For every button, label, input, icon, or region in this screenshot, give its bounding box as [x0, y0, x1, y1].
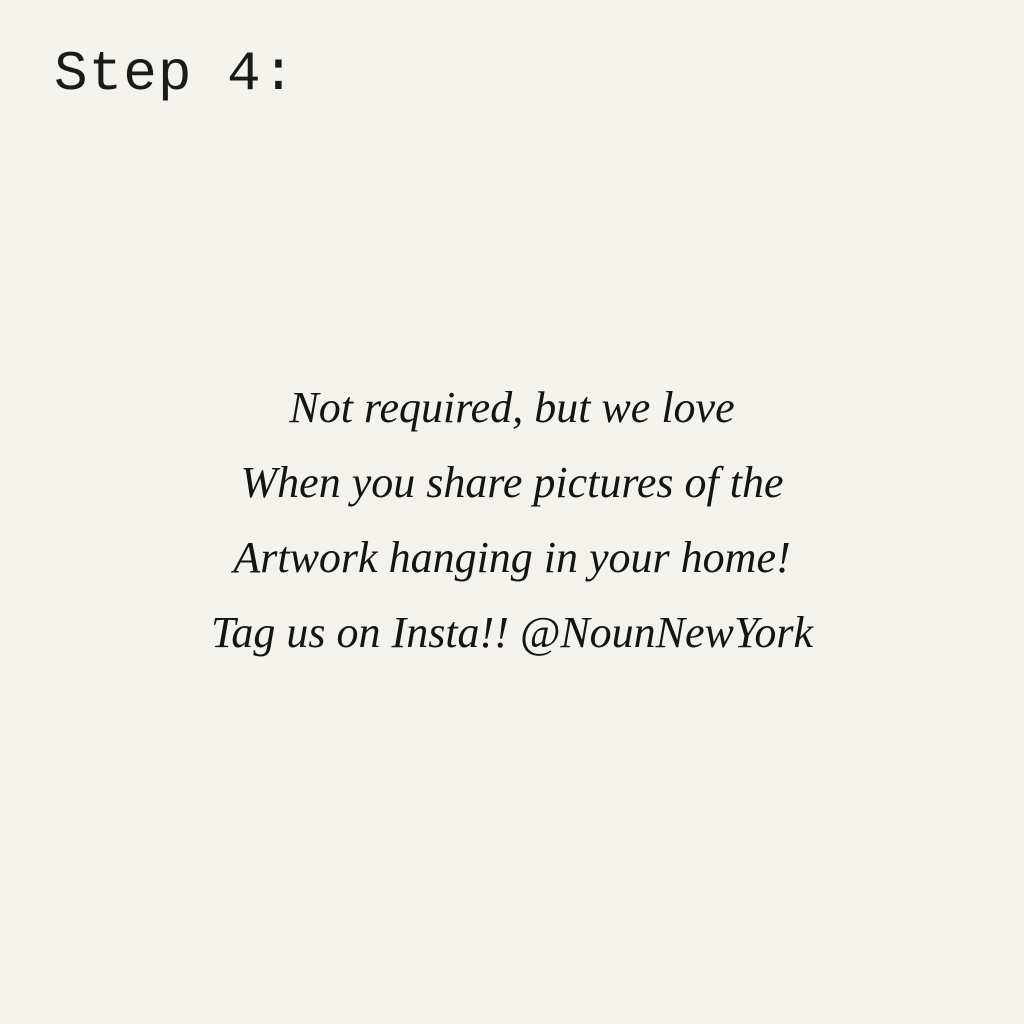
message-line-3: Artwork hanging in your home! — [233, 533, 791, 582]
share-message — [0, 370, 1024, 670]
step-heading: Step 4: — [54, 42, 297, 106]
message-line-2: When you share pictures of the — [240, 458, 784, 507]
message-line-1: Not required, but we love — [289, 383, 735, 432]
message-line-4: Tag us on Insta!! @NounNewYork — [211, 608, 813, 657]
